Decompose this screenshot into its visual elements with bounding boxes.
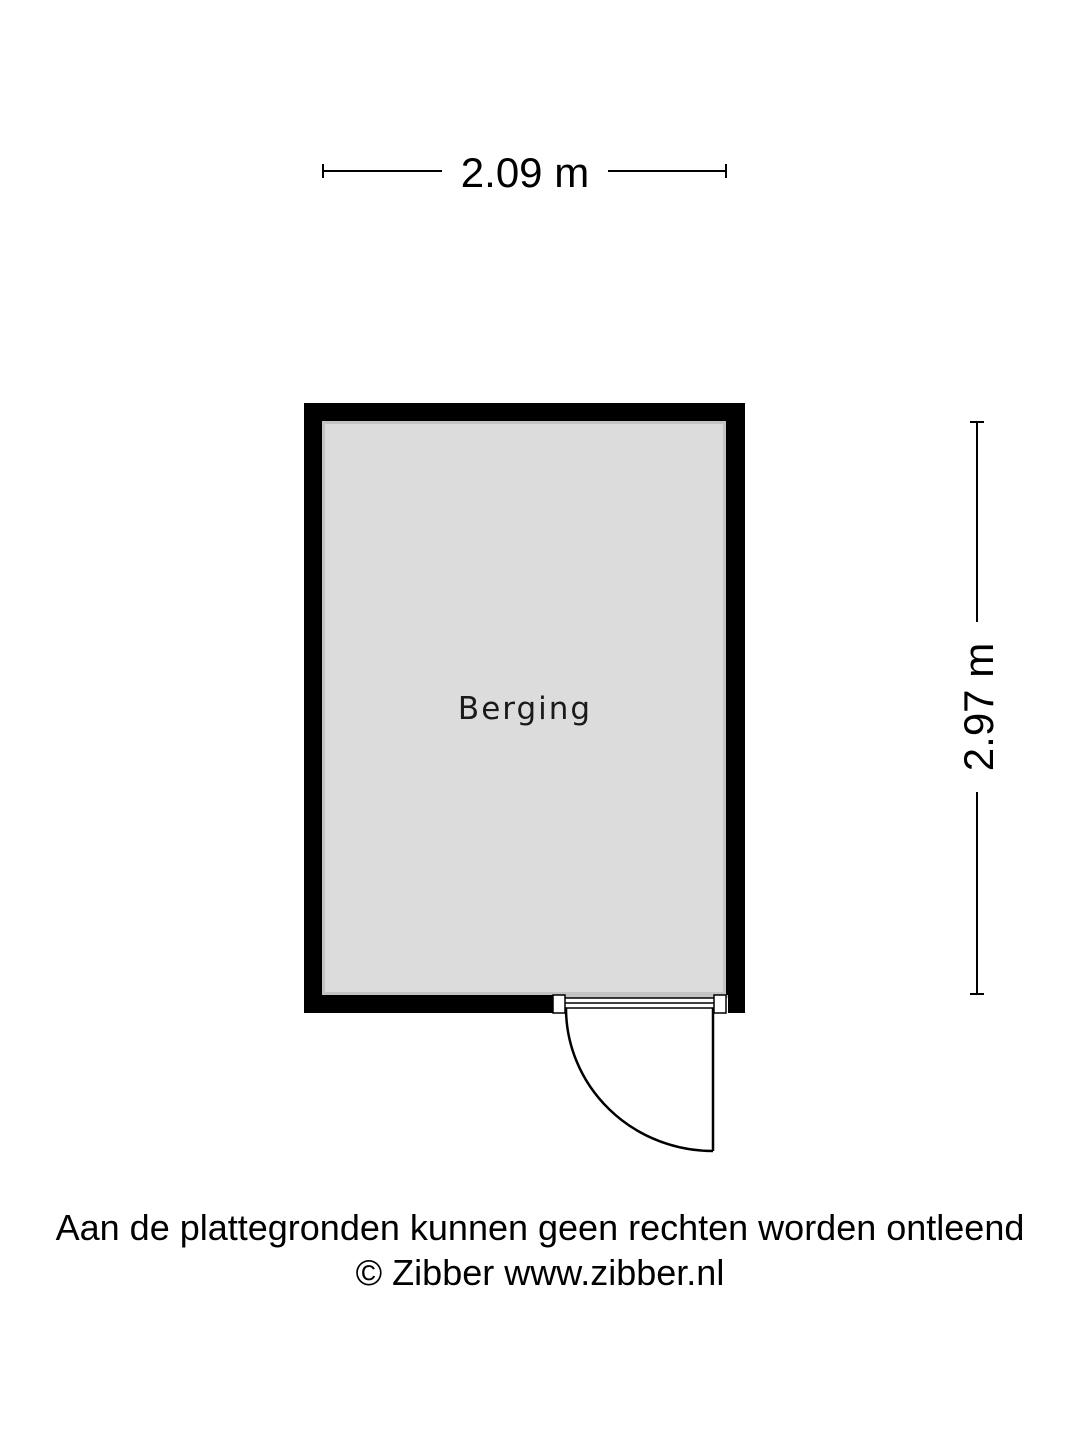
door-jamb-right: [714, 995, 726, 1013]
room-label: Berging: [457, 691, 593, 727]
copyright-credit: © Zibber www.zibber.nl: [355, 1252, 725, 1293]
height-dimension: [955, 422, 1002, 994]
door-jamb-left: [553, 995, 565, 1013]
door-swing-arc: [566, 1008, 713, 1151]
width-dimension-label: 2.09 m: [460, 149, 590, 196]
room-berging: [304, 403, 745, 1151]
width-dimension: [323, 149, 726, 196]
disclaimer-text: Aan de plattegronden kunnen geen rechten worden ontleend: [55, 1207, 1025, 1248]
height-dimension-label: 2.97 m: [955, 642, 1002, 772]
